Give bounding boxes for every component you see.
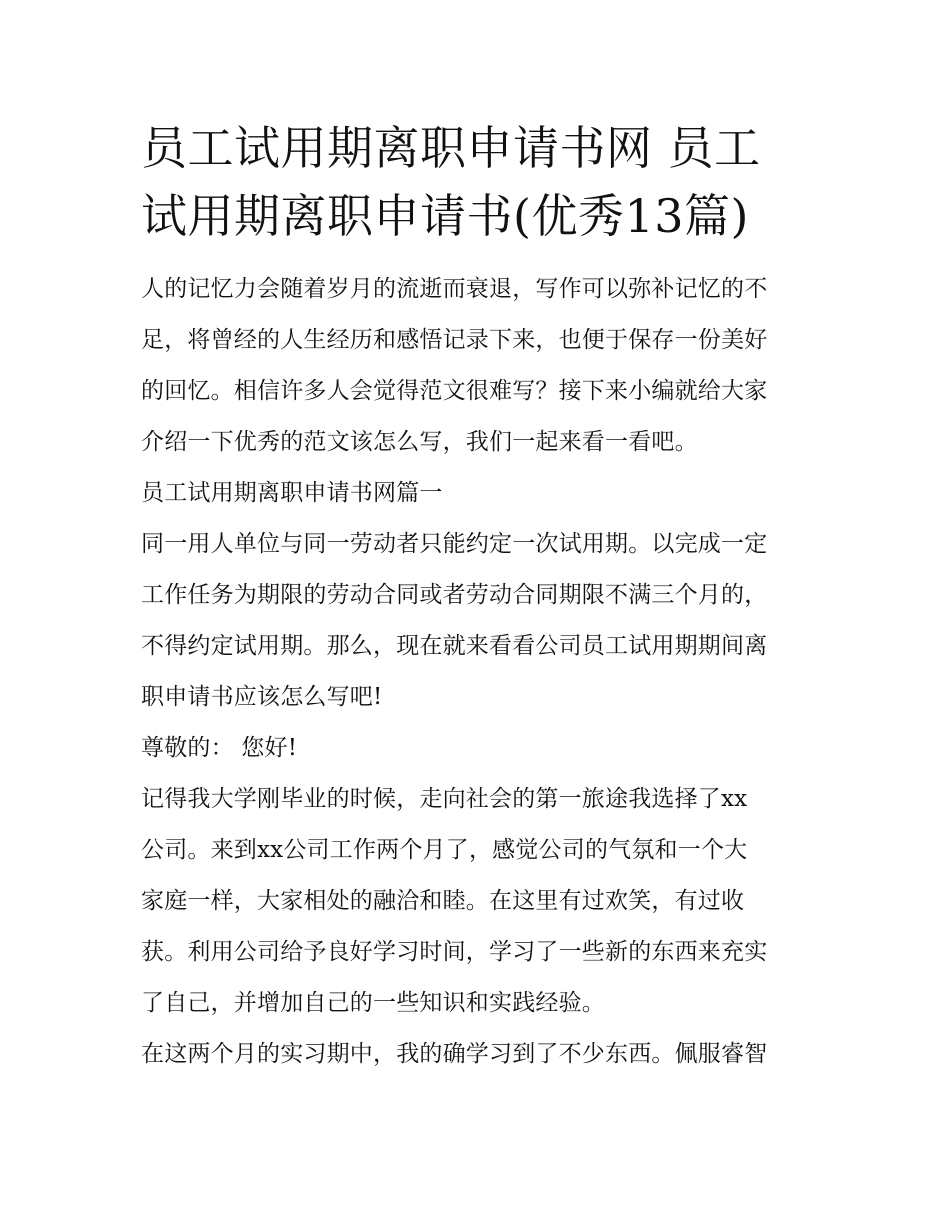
text-line: 不得约定试用期。那么，现在就来看看公司员工试用期期间离 bbox=[141, 633, 768, 659]
salutation bbox=[141, 723, 813, 774]
paragraph-probation bbox=[141, 519, 813, 723]
text-line: 家庭一样，大家相处的融洽和睦。在这里有过欢笑，有过收 bbox=[141, 888, 745, 914]
paragraph-intro bbox=[141, 264, 813, 468]
document-body bbox=[141, 264, 813, 1080]
section-heading bbox=[141, 468, 813, 519]
document-content bbox=[141, 114, 813, 1080]
paragraph-internship bbox=[141, 1029, 813, 1080]
document-title bbox=[141, 114, 813, 250]
text-line: 工作任务为期限的劳动合同或者劳动合同期限不满三个月的， bbox=[141, 582, 768, 608]
text-line: 的回忆。相信许多人会觉得范文很难写？接下来小编就给大家 bbox=[141, 378, 768, 404]
text-line: 介绍一下优秀的范文该怎么写，我们一起来看一看吧。 bbox=[141, 429, 698, 455]
text-line: 了自己，并增加自己的一些知识和实践经验。 bbox=[141, 990, 605, 1016]
text-line: 记得我大学刚毕业的时候，走向社会的第一旅途我选择了xx bbox=[141, 786, 748, 812]
text-line: 足，将曾经的人生经历和感悟记录下来，也便于保存一份美好 bbox=[141, 327, 768, 353]
text-line: 尊敬的： 您好! bbox=[141, 735, 298, 761]
text-line: 职申请书应该怎么写吧! bbox=[141, 684, 383, 710]
text-line: 在这两个月的实习期中，我的确学习到了不少东西。佩服睿智 bbox=[141, 1041, 768, 1067]
text-line: 同一用人单位与同一劳动者只能约定一次试用期。以完成一定 bbox=[141, 531, 768, 557]
title-line: 试用期离职申请书(优秀13篇) bbox=[141, 189, 749, 243]
text-line: 获。利用公司给予良好学习时间，学习了一些新的东西来充实 bbox=[141, 939, 768, 965]
text-line: 公司。来到xx公司工作两个月了，感觉公司的气氛和一个大 bbox=[141, 837, 748, 863]
paragraph-memory bbox=[141, 774, 813, 1029]
title-line: 员工试用期离职申请书网 员工 bbox=[141, 121, 761, 175]
text-line: 人的记忆力会随着岁月的流逝而衰退，写作可以弥补记忆的不 bbox=[141, 276, 768, 302]
text-line: 员工试用期离职申请书网篇一 bbox=[141, 480, 443, 506]
